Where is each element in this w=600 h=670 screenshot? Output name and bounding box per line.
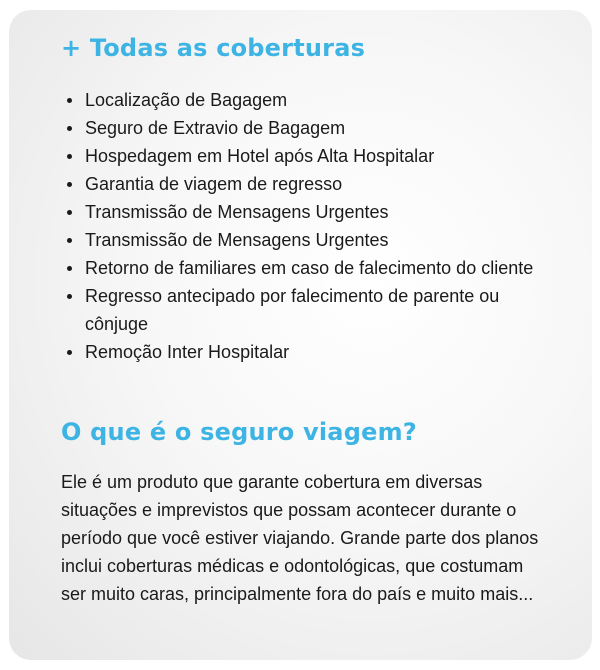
list-item: Regresso antecipado por falecimento de parente ou cônjuge xyxy=(85,282,565,338)
about-paragraph: Ele é um produto que garante cobertura em diversas situações e imprevistos que possam acontecer durante o período que você estiver viajando. Grande parte dos planos inclui coberturas médicas e odontológicas, que costumam ser muito caras, principalmente fora do país e muito mais... xyxy=(61,472,539,604)
coverage-card xyxy=(9,10,592,660)
list-item: Retorno de familiares em caso de falecimento do cliente xyxy=(85,254,565,282)
list-item: Transmissão de Mensagens Urgentes xyxy=(85,198,565,226)
list-item: Seguro de Extravio de Bagagem xyxy=(85,114,565,142)
list-item: Transmissão de Mensagens Urgentes xyxy=(85,226,565,254)
list-item: Hospedagem em Hotel após Alta Hospitalar xyxy=(85,142,565,170)
list-item: Garantia de viagem de regresso xyxy=(85,170,565,198)
list-item: Localização de Bagagem xyxy=(85,86,565,114)
about-heading: O que é o seguro viagem? xyxy=(61,418,417,446)
coverage-list xyxy=(60,86,565,366)
list-item: Remoção Inter Hospitalar xyxy=(85,338,565,366)
coverages-heading: + Todas as coberturas xyxy=(61,34,366,62)
